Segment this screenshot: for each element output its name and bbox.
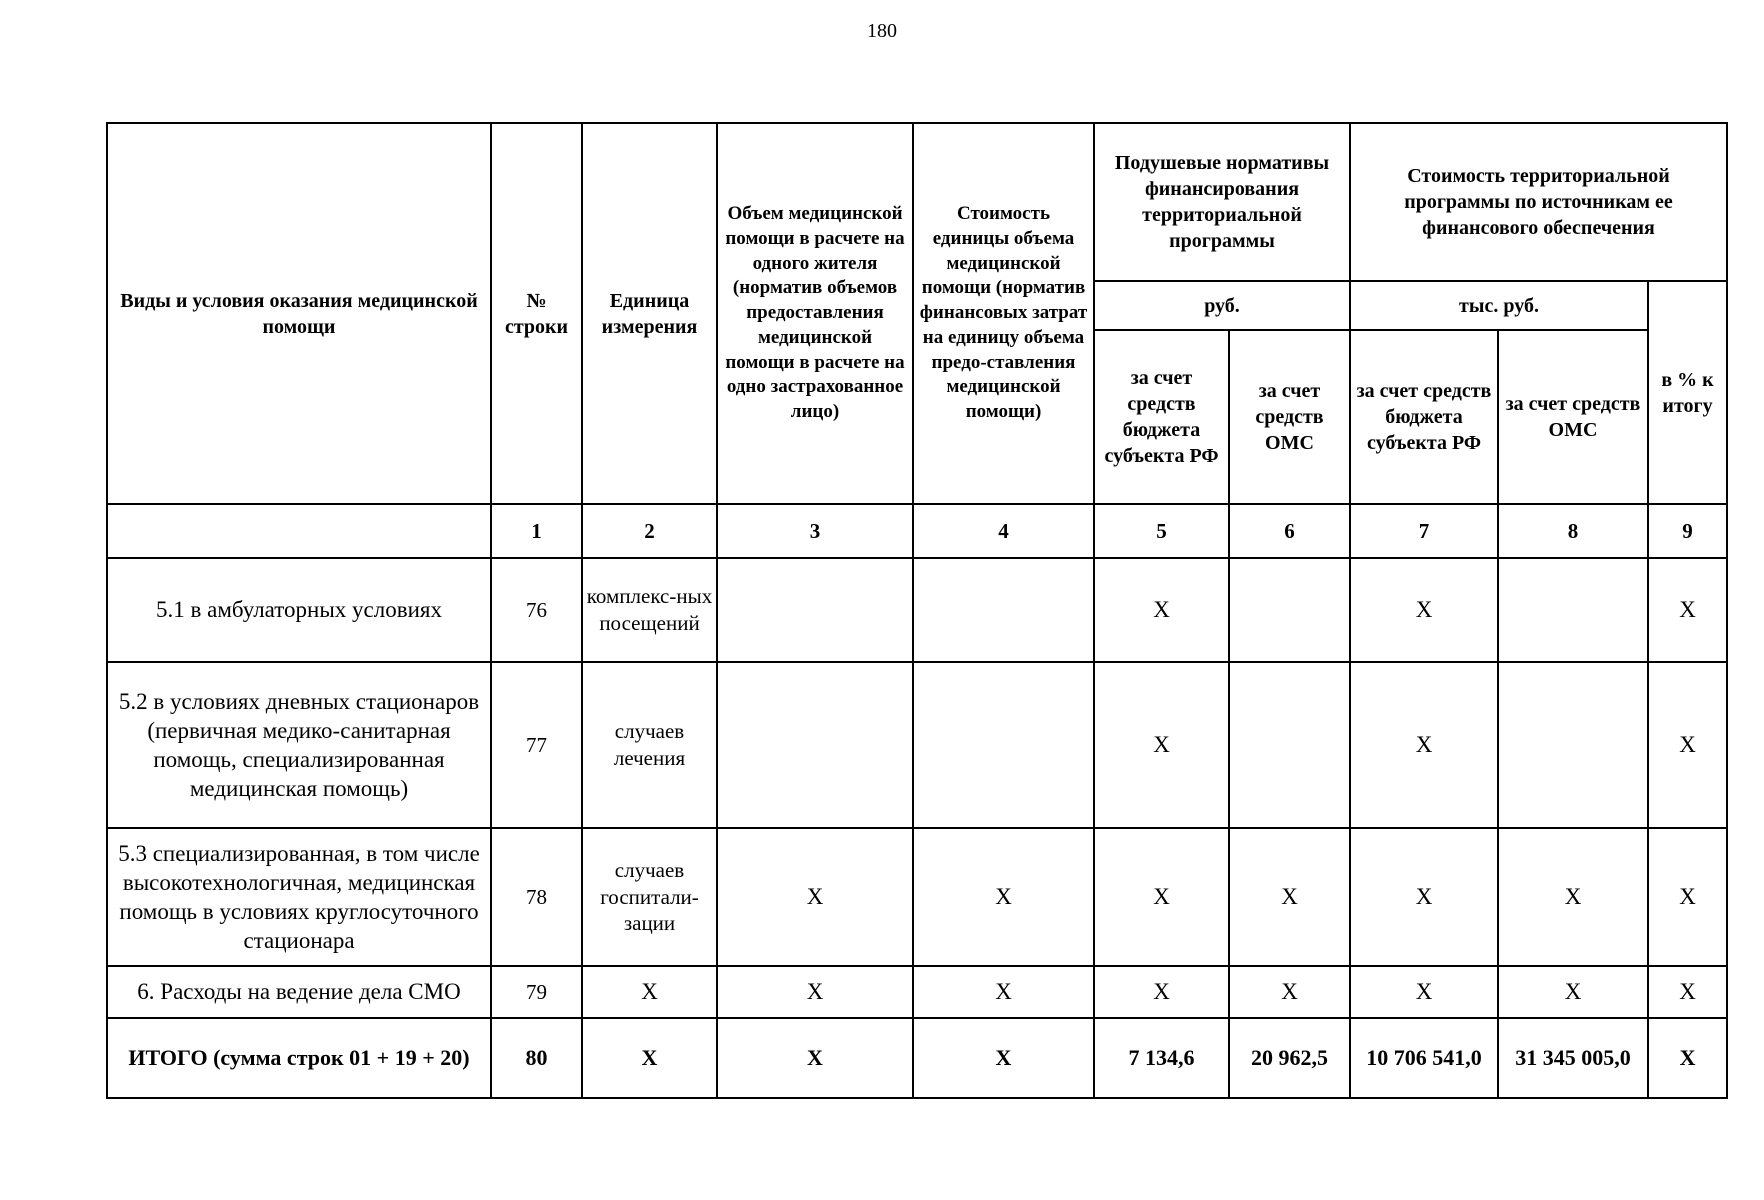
header-percent: в % к итогу — [1648, 281, 1727, 504]
total-row — [107, 1018, 1727, 1098]
cell-col7: Х — [1350, 966, 1498, 1018]
row-unit: комплекс-ных посещений — [582, 558, 717, 662]
cell-col8 — [1498, 558, 1648, 662]
cell-col4 — [913, 662, 1094, 828]
cell-col9: Х — [1648, 558, 1727, 662]
cell-col9: Х — [1648, 828, 1727, 966]
cell-col4: Х — [913, 828, 1094, 966]
cell-col9: Х — [1648, 966, 1727, 1018]
header-unit: Единица измерения — [582, 123, 717, 504]
total-row-number: 80 — [491, 1018, 582, 1098]
row-number: 78 — [491, 828, 582, 966]
header-name: Виды и условия оказания медицинской помощи — [107, 123, 491, 504]
cell-col7: Х — [1350, 558, 1498, 662]
total-unit: Х — [582, 1018, 717, 1098]
cell-col3 — [717, 662, 913, 828]
total-col5: 7 134,6 — [1094, 1018, 1229, 1098]
cell-col6 — [1229, 558, 1350, 662]
row-unit: случаев лечения — [582, 662, 717, 828]
row-name: 5.2 в условиях дневных стационаров (первичная медико-санитарная помощь, специализированная медицинская помощь) — [107, 662, 491, 828]
header-unit-cost: Стоимость единицы объема медицинской помощи (норматив финансовых затрат на единицу объема предо-ставления медицинской помощи) — [913, 123, 1094, 504]
column-number: 8 — [1498, 504, 1648, 558]
cell-col3 — [717, 558, 913, 662]
column-number: 1 — [491, 504, 582, 558]
column-number: 3 — [717, 504, 913, 558]
column-number: 7 — [1350, 504, 1498, 558]
column-number: 4 — [913, 504, 1094, 558]
cell-col5: Х — [1094, 966, 1229, 1018]
cell-col5: Х — [1094, 662, 1229, 828]
header-program-cost-group: Стоимость территориальной программы по источникам ее финансового обеспечения — [1350, 123, 1727, 281]
column-number: 9 — [1648, 504, 1727, 558]
cell-col8: Х — [1498, 828, 1648, 966]
total-col8: 31 345 005,0 — [1498, 1018, 1648, 1098]
cell-col3: Х — [717, 966, 913, 1018]
header-budget-col7: за счет средств бюджета субъекта РФ — [1350, 330, 1498, 504]
table-row — [107, 828, 1727, 966]
cell-col9: Х — [1648, 662, 1727, 828]
row-number: 77 — [491, 662, 582, 828]
row-unit: Х — [582, 966, 717, 1018]
total-name: ИТОГО (сумма строк 01 + 19 + 20) — [107, 1018, 491, 1098]
column-number-row — [107, 504, 1727, 558]
cell-col7: Х — [1350, 662, 1498, 828]
cell-col6 — [1229, 662, 1350, 828]
cell-col8 — [1498, 662, 1648, 828]
column-number: 2 — [582, 504, 717, 558]
total-col7: 10 706 541,0 — [1350, 1018, 1498, 1098]
cell-col5: Х — [1094, 828, 1229, 966]
row-unit: случаев госпитали-зации — [582, 828, 717, 966]
cell-col3: Х — [717, 828, 913, 966]
cell-col8: Х — [1498, 966, 1648, 1018]
table-row — [107, 558, 1727, 662]
page-number: 180 — [867, 20, 897, 42]
header-volume: Объем медицинской помощи в расчете на одного жителя (норматив объемов предоставления медицинской помощи в расчете на одно застрахованное лицо) — [717, 123, 913, 504]
header-oms-col6: за счет средств ОМС — [1229, 330, 1350, 504]
total-col3: Х — [717, 1018, 913, 1098]
financing-table — [106, 122, 1728, 1099]
cell-col5: Х — [1094, 558, 1229, 662]
column-number: 5 — [1094, 504, 1229, 558]
header-row-number: № строки — [491, 123, 582, 504]
cell-col7: Х — [1350, 828, 1498, 966]
total-col9: Х — [1648, 1018, 1727, 1098]
cell-col6: Х — [1229, 828, 1350, 966]
header-budget-col5: за счет средств бюджета субъекта РФ — [1094, 330, 1229, 504]
row-number: 76 — [491, 558, 582, 662]
cell-col4 — [913, 558, 1094, 662]
column-number: 6 — [1229, 504, 1350, 558]
row-number: 79 — [491, 966, 582, 1018]
header-oms-col8: за счет средств ОМС — [1498, 330, 1648, 504]
header-unit-thousand-rub: тыс. руб. — [1350, 281, 1648, 330]
row-name: 6. Расходы на ведение дела СМО — [107, 966, 491, 1018]
total-col4: Х — [913, 1018, 1094, 1098]
table-row — [107, 966, 1727, 1018]
header-per-capita-group: Подушевые нормативы финансирования территориальной программы — [1094, 123, 1350, 281]
row-name: 5.1 в амбулаторных условиях — [107, 558, 491, 662]
cell-col6: Х — [1229, 966, 1350, 1018]
total-col6: 20 962,5 — [1229, 1018, 1350, 1098]
column-number — [107, 504, 491, 558]
table-row — [107, 662, 1727, 828]
header-unit-rub: руб. — [1094, 281, 1350, 330]
row-name: 5.3 специализированная, в том числе высокотехнологичная, медицинская помощь в условиях круглосуточного стационара — [107, 828, 491, 966]
cell-col4: Х — [913, 966, 1094, 1018]
